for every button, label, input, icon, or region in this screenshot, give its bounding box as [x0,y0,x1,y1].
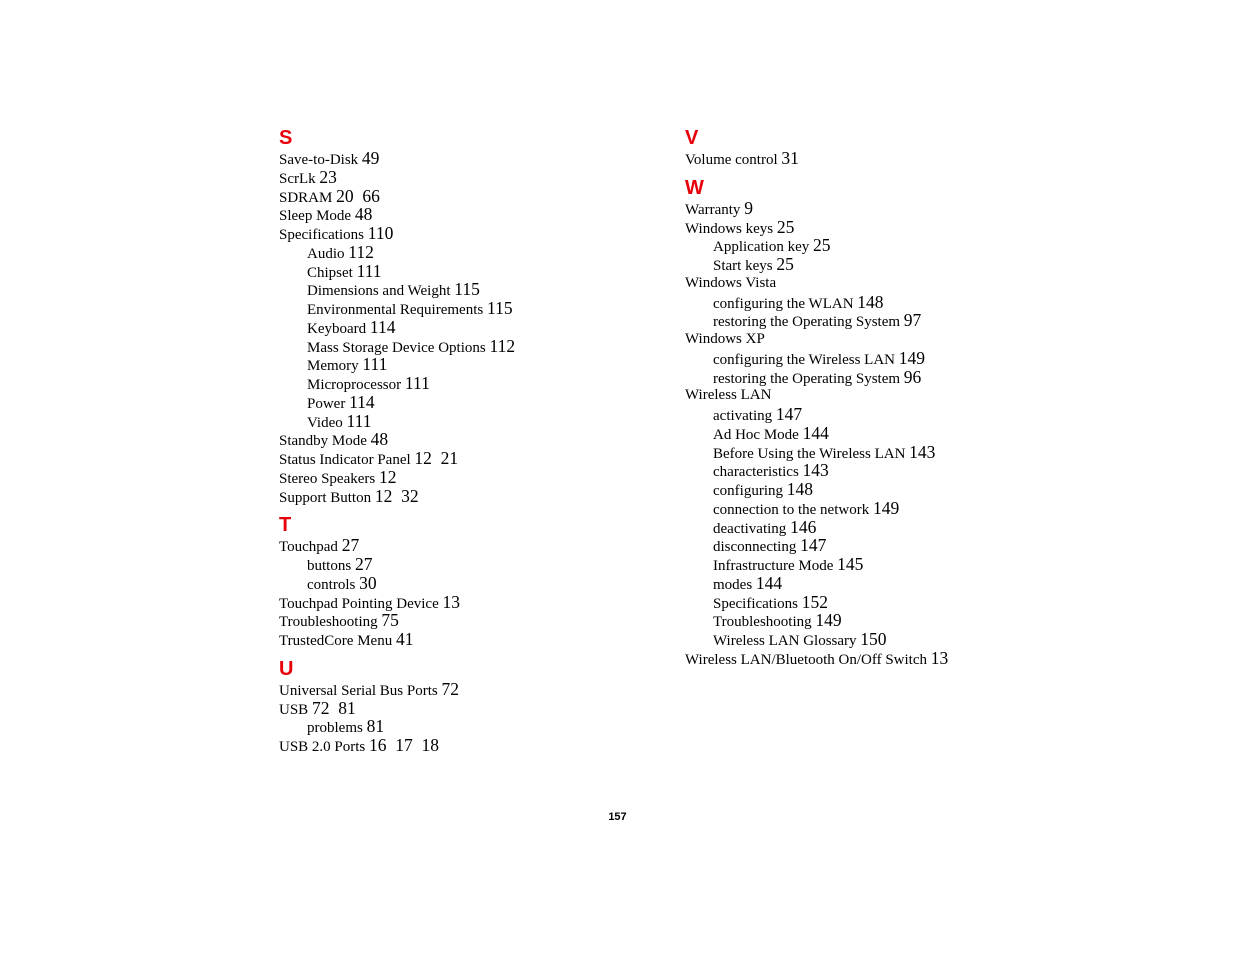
index-term: Wireless LAN [685,387,772,404]
index-term: configuring the Wireless LAN [713,351,895,368]
index-subentry [685,480,1105,499]
index-page-link[interactable]: 25 [776,216,795,237]
index-term: Stereo Speakers [279,470,376,487]
index-term: Windows Vista [685,274,777,291]
index-term: Sleep Mode [279,208,352,225]
index-term: configuring [713,483,783,499]
index-term: Warranty [685,201,741,218]
index-term: modes [713,576,753,593]
index-subentry [279,318,669,337]
index-term: Infrastructure Mode [713,558,834,574]
index-page-link[interactable]: 114 [369,316,396,337]
index-entry [279,449,669,468]
index-page-link[interactable]: 23 [319,166,337,187]
index-entry [279,536,669,555]
index-term: Specifications [279,227,364,243]
index-term: Touchpad [279,539,338,556]
index-page-link[interactable]: 41 [395,629,414,649]
index-subentry [279,243,669,262]
index-page-link[interactable]: 13 [442,591,460,612]
index-section-letter: T [279,514,292,537]
index-page-link[interactable]: 149 [872,497,900,518]
index-term: Wireless LAN/Bluetooth On/Off Switch [685,651,928,668]
index-subentry [685,611,1105,630]
index-entry [279,611,669,630]
index-term: Specifications [713,595,798,612]
index-term: Power [307,395,346,412]
index-entry [279,487,669,506]
index-subentry [279,393,669,412]
index-term: SDRAM [279,189,333,206]
index-term: Before Using the Wireless LAN [713,445,906,462]
index-page-link[interactable]: 49 [361,148,380,168]
index-term: ScrLk [279,170,316,187]
index-page-link[interactable]: 144 [802,422,829,443]
index-page-link[interactable]: 30 [359,572,377,593]
index-term: Touchpad Pointing Device [279,595,439,612]
index-term: USB 2.0 Ports [279,739,366,755]
index-term: Volume control [685,152,778,168]
index-entry [279,680,669,699]
index-term: problems [307,720,363,737]
index-page-link[interactable]: 143 [802,460,829,481]
index-subentry [279,717,669,736]
index-entry [685,649,1105,668]
index-page-link[interactable]: 31 [781,148,799,168]
index-page-link[interactable]: 112 [489,335,516,356]
index-subentry [279,355,669,374]
index-page-link[interactable]: 16 17 18 [369,735,440,755]
index-subentry [685,499,1105,518]
index-page-link[interactable]: 145 [837,554,864,574]
index-column-left [279,127,669,755]
index-page-link[interactable]: 111 [362,354,388,375]
index-page-link[interactable]: 25 [812,235,831,256]
index-term: Standby Mode [279,433,367,450]
index-page-link[interactable]: 72 81 [311,697,356,718]
index-page-link[interactable]: 143 [909,441,936,462]
index-entry [279,699,669,718]
index-entry [685,386,1105,405]
index-subentry [685,461,1105,480]
index-subentry [685,536,1105,555]
index-entry [279,149,669,168]
index-subentry [279,374,669,393]
index-subentry [279,574,669,593]
index-page-link[interactable]: 81 [366,716,385,737]
index-page-link[interactable]: 112 [348,241,374,262]
index-term: Application key [713,239,810,256]
index-term: Troubleshooting [279,614,378,631]
index-entry [279,430,669,449]
index-entry [279,205,669,224]
index-page-link[interactable]: 72 [441,678,459,699]
index-term: Environmental Requirements [307,302,484,318]
index-term: Wireless LAN Glossary [713,633,857,649]
index-page-link[interactable]: 150 [860,629,887,649]
index-page-link[interactable]: 96 [903,366,922,387]
index-entry [279,168,669,187]
index-page-link[interactable]: 147 [775,404,803,424]
index-page-link[interactable]: 12 [378,466,397,487]
index-subentry [685,311,1105,330]
index-subentry [279,299,669,318]
index-page-link[interactable]: 149 [898,347,925,368]
index-subentry [685,405,1105,424]
index-page-link[interactable]: 152 [801,591,828,612]
index-term: Save-to-Disk [279,152,359,168]
index-term: Universal Serial Bus Ports [279,682,438,699]
index-subentry [279,412,669,431]
index-page-link[interactable]: 13 [930,647,949,668]
index-entry [279,468,669,487]
index-subentry [685,255,1105,274]
index-term: Dimensions and Weight [307,283,451,300]
index-page-link[interactable]: 48 [354,204,373,225]
index-term: restoring the Operating System [713,370,901,387]
index-section-letter: W [685,176,704,199]
index-subentry [685,630,1105,649]
index-page-link[interactable]: 148 [786,479,813,499]
index-term: Keyboard [307,320,367,337]
index-page-link[interactable]: 149 [815,610,842,631]
index-page-link[interactable]: 97 [903,310,922,331]
index-term: Chipset [307,264,353,281]
index-subentry [685,574,1105,593]
index-page-link[interactable]: 115 [486,298,513,318]
index-page-link[interactable]: 111 [346,410,372,431]
index-entry [685,149,1105,168]
index-page-link[interactable]: 146 [790,516,817,537]
index-entry [685,330,1105,349]
index-page-link[interactable]: 9 [744,197,753,218]
index-term: Microprocessor [307,377,402,393]
index-term: TrustedCore Menu [279,633,393,649]
index-term: Start keys [713,258,773,274]
index-subentry [685,236,1105,255]
index-entry [279,224,669,243]
index-subentry [685,293,1105,312]
index-subentry [279,262,669,281]
index-subentry [279,337,669,356]
index-subentry [685,593,1105,612]
index-page-link[interactable]: 114 [349,391,375,412]
index-page-link[interactable]: 147 [800,535,827,556]
index-page-link[interactable]: 48 [370,429,389,450]
index-page-link[interactable]: 25 [776,254,794,274]
index-entry [685,274,1105,293]
index-page-link[interactable]: 75 [381,610,399,631]
index-page-link[interactable]: 20 66 [336,185,380,206]
index-entry [279,593,669,612]
index-entry [279,187,669,206]
index-section-letter: V [685,127,699,149]
index-term: deactivating [713,520,787,537]
index-term: buttons [307,558,352,574]
index-term: controls [307,576,356,593]
index-entry [279,736,669,755]
index-term: Support Button [279,489,372,506]
index-column-right [685,127,1105,668]
index-page-link[interactable]: 144 [755,572,783,593]
index-subentry [685,443,1105,462]
index-term: activating [713,408,773,424]
index-subentry [279,280,669,299]
index-subentry [685,368,1105,387]
index-term: Memory [307,358,359,375]
index-term: Windows keys [685,220,774,237]
index-page-link[interactable]: 12 21 [414,448,459,468]
index-term: characteristics [713,464,799,481]
index-entry [685,199,1105,218]
index-section-letter: U [279,657,294,680]
index-page-link[interactable]: 111 [356,260,382,281]
index-section-letter: S [279,127,293,149]
index-term: Video [307,414,343,431]
index-subentry [279,555,669,574]
index-term: Windows XP [685,331,765,347]
index-term: Ad Hoc Mode [713,426,799,443]
index-subentry [685,518,1105,537]
index-term: Audio [307,245,345,262]
page-number: 157 [608,811,627,823]
index-page-link[interactable]: 110 [367,223,394,243]
index-page-link[interactable]: 115 [454,279,480,300]
index-term: disconnecting [713,539,797,556]
index-subentry [685,349,1105,368]
index-entry [685,218,1105,237]
index-term: Mass Storage Device Options [307,339,486,356]
index-entry [279,630,669,649]
index-subentry [685,424,1105,443]
index-page-link[interactable]: 12 32 [374,485,419,506]
index-term: USB [279,701,309,718]
index-page-link[interactable]: 27 [354,554,373,574]
index-term: Troubleshooting [713,614,812,631]
index-subentry [685,555,1105,574]
index-page-link[interactable]: 111 [404,373,430,393]
index-term: restoring the Operating System [713,314,901,331]
index-page-link[interactable]: 27 [341,535,360,556]
index-page-link[interactable]: 148 [857,291,884,312]
index-term: configuring the WLAN [713,295,854,312]
index-term: connection to the network [713,501,870,518]
index-term: Status Indicator Panel [279,452,411,468]
